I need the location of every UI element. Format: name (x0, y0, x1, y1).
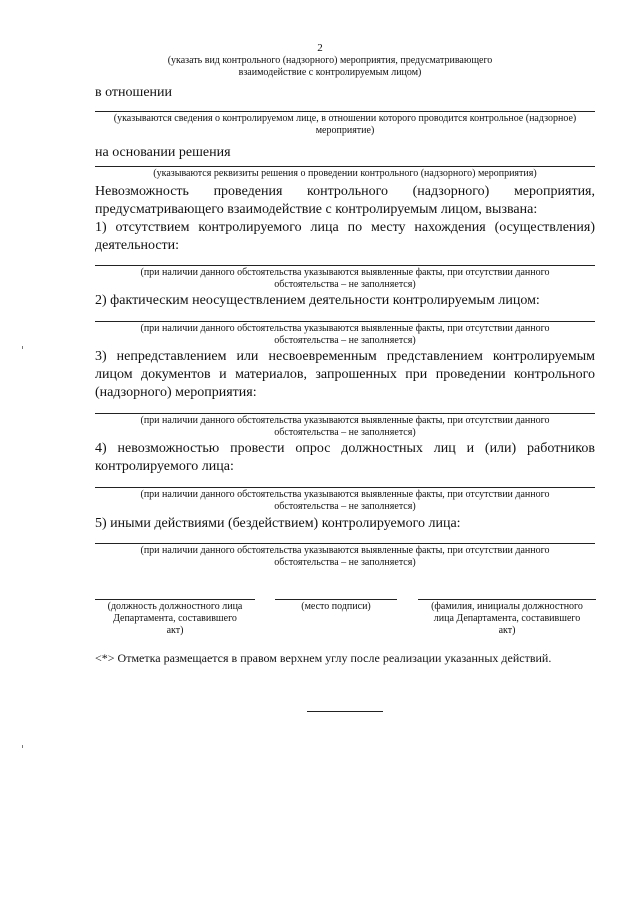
item-3-line1: 3) непредставлением или несвоевременным представлением контролируемым (95, 349, 595, 364)
item-2-hint-line2: обстоятельства – не заполняется) (274, 335, 416, 346)
header-note (120, 55, 540, 79)
name-caption (413, 601, 601, 637)
name-caption-line1: (фамилия, инициалы должностного (431, 601, 583, 612)
item-1-hint (95, 267, 595, 291)
item-1-line1: 1) отсутствием контролируемого лица по месту нахождения (осуществления) (95, 220, 595, 235)
item-3-hint-line2: обстоятельства – не заполняется) (274, 427, 416, 438)
position-caption (90, 601, 260, 637)
regarding-hint-line2: мероприятие) (315, 125, 375, 136)
item-5-hint-line1: (при наличии данного обстоятельства указываются выявленные факты, при отсутствии данного (140, 545, 550, 556)
position-caption-line3: акт) (166, 625, 184, 636)
regarding-label: в отношении (95, 85, 173, 100)
item-3-fill-line (95, 413, 595, 414)
item-4-fill-line (95, 487, 595, 488)
signature-place-caption: (место подписи) (301, 601, 371, 612)
item-1-line2: деятельности: (95, 238, 180, 253)
item-5-fill-line (95, 543, 595, 544)
regarding-hint-line1: (указываются сведения о контролируемом лице, в отношении которого проводится контрольное (надзорное) (113, 113, 577, 124)
item-4-hint-line1: (при наличии данного обстоятельства указываются выявленные факты, при отсутствии данного (140, 489, 550, 500)
basis-label: на основании решения (95, 145, 231, 160)
item-1-hint-line2: обстоятельства – не заполняется) (274, 279, 416, 290)
item-4-hint (95, 489, 595, 513)
item-1-hint-line1: (при наличии данного обстоятельства указываются выявленные факты, при отсутствии данного (140, 267, 550, 278)
regarding-fill-line (95, 111, 595, 112)
basis-fill-line (95, 166, 595, 167)
item-3-line3: (надзорного) мероприятия: (95, 385, 257, 400)
item-2-line1: 2) фактическим неосуществлением деятельности контролируемым лицом: (95, 293, 540, 308)
page-number: 2 (317, 42, 323, 54)
item-3-hint (95, 415, 595, 439)
name-sign-line (418, 599, 596, 600)
header-note-line1: (указать вид контрольного (надзорного) мероприятия, предусматривающего (167, 55, 493, 66)
item-4-line1: 4) невозможностью провести опрос должностных лиц и (или) работников (95, 441, 595, 456)
item-5-hint-line2: обстоятельства – не заполняется) (274, 557, 416, 568)
item-5-hint (95, 545, 595, 569)
position-caption-line1: (должность должностного лица (107, 601, 243, 612)
item-3-hint-line1: (при наличии данного обстоятельства указываются выявленные факты, при отсутствии данного (140, 415, 550, 426)
regarding-hint (90, 113, 600, 137)
header-note-line2: взаимодействие с контролируемым лицом) (238, 67, 422, 78)
impossibility-line2: предусматривающего взаимодействие с контролируемым лицом, вызвана: (95, 202, 538, 217)
item-2-hint-line1: (при наличии данного обстоятельства указываются выявленные факты, при отсутствии данного (140, 323, 550, 334)
item-5-line1: 5) иными действиями (бездействием) контролируемого лица: (95, 516, 461, 531)
item-4-hint-line2: обстоятельства – не заполняется) (274, 501, 416, 512)
item-1-fill-line (95, 265, 595, 266)
closing-separator (307, 711, 383, 712)
item-2-fill-line (95, 321, 595, 322)
name-caption-line2: лица Департамента, составившего (433, 613, 581, 624)
scan-mark-upper (22, 346, 23, 349)
footnote: <*> Отметка размещается в правом верхнем углу после реализации указанных действий. (95, 651, 552, 665)
position-sign-line (95, 599, 255, 600)
scan-mark-lower (22, 745, 23, 748)
position-caption-line2: Департамента, составившего (113, 613, 237, 624)
signature-place-line (275, 599, 397, 600)
item-4-line2: контролируемого лица: (95, 459, 234, 474)
item-2-hint (95, 323, 595, 347)
impossibility-line1: Невозможность проведения контрольного (надзорного) мероприятия, (95, 184, 595, 199)
name-caption-line3: акт) (498, 625, 516, 636)
item-3-line2: лицом документов и материалов, запрошенных при проведении контрольного (95, 367, 595, 382)
basis-hint: (указываются реквизиты решения о проведении контрольного (надзорного) мероприятия) (153, 168, 537, 179)
